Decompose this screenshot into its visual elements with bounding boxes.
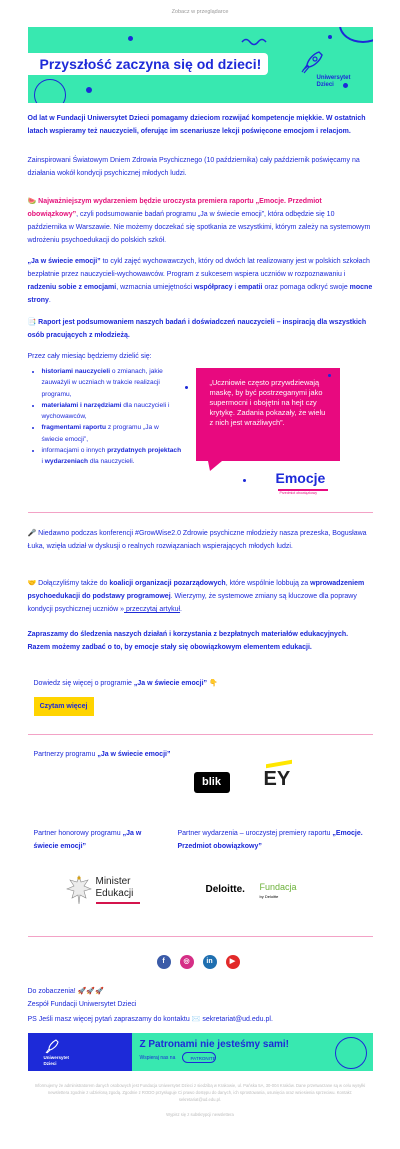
honor-partner-label — [34, 827, 144, 853]
learn-more-prefix: Dowiedz się więcej o programie — [33, 680, 134, 687]
report-paragraph — [28, 316, 373, 342]
decor-ring — [339, 27, 373, 43]
read-more-button[interactable]: Czytam więcej — [34, 697, 94, 716]
fundacja-logo: Fundacja — [259, 882, 297, 892]
partners-program-section — [28, 748, 373, 808]
report-section — [28, 316, 373, 342]
patronite-logo: PATRONITE — [182, 1052, 216, 1063]
program-name: „Ja w świecie emocji” — [27, 258, 101, 265]
quote-box: „Uczniowie często przywdziewają maskę, by być postrzeganymi jako supermocni i obojętni na hejt czy krytykę. Zadania pokazały, że wielu z nich jest wrażliwych”. — [196, 368, 340, 461]
deloitte-logo: Deloitte. — [205, 884, 245, 895]
fundacja-logo-sub: by Deloitte — [259, 894, 279, 899]
invite-paragraph: Zapraszamy do śledzenia naszych działań i korzystania z bezpłatnych materiałów edukacyjnych. Razem możemy zadbać o to, by emocje stały się obowiązkowym elementem edukacji. — [27, 631, 349, 651]
hero-banner — [28, 27, 373, 103]
partners-honor-section — [28, 827, 373, 867]
partners-label-text: Partnerzy programu — [33, 751, 98, 758]
watermelon-icon: 🍉 — [27, 198, 37, 205]
youtube-icon[interactable]: ▶ — [226, 955, 240, 969]
signoff-section — [28, 985, 373, 1011]
linkedin-icon[interactable]: in — [203, 955, 217, 969]
report-text: Raport jest podsumowaniem naszych badań i doświadczeń nauczycieli – inspiracją dla wszystkich osób pracujących z młodzieżą. — [27, 319, 367, 339]
view-in-browser-link[interactable]: Zobacz w przeglądarce — [171, 9, 229, 15]
banner-title: Z Patronami nie jesteśmy sami! — [139, 1039, 290, 1050]
ps-section — [28, 1013, 373, 1026]
decor-circle — [34, 79, 66, 103]
list-item-bold: historiami nauczycieli — [41, 368, 111, 375]
emocje-logo-sub: Przedmiot obowiązkowy — [279, 491, 318, 495]
decor-dot — [243, 479, 246, 482]
program-text: . — [48, 297, 51, 304]
news-paragraph-1 — [28, 527, 373, 553]
section-divider — [28, 936, 373, 937]
news-text: Niedawno podczas konferencji #GrowWise2.0 Zdrowie psychiczne młodzieży nasza prezeska, Bogusława Łuka, wzięła udział w dyskusji o realnych rozwiązaniach wspierających młodych ludzi. — [27, 530, 367, 550]
honor-bold: „Ja w świecie emocji” — [33, 830, 142, 850]
list-item-bold: przydatnych projektach — [107, 447, 182, 455]
partners-logos-row — [28, 872, 373, 912]
list-item-text: i — [41, 458, 45, 466]
news-bold: koalicji organizacji pozarządowych — [109, 580, 226, 587]
decor-dot — [328, 374, 331, 377]
facebook-icon[interactable]: f — [157, 955, 171, 969]
premiere-section — [28, 195, 373, 247]
list-item-bold: materiałami i narzędziami — [41, 401, 122, 409]
news-paragraph-2 — [28, 577, 373, 616]
section-divider — [28, 734, 373, 735]
partners-program-label — [28, 748, 373, 761]
event-partner-label — [178, 827, 368, 853]
read-article-link[interactable]: przeczytaj artykuł — [124, 606, 181, 613]
handshake-icon: 🤝 — [27, 580, 37, 587]
news-section-3 — [28, 628, 373, 654]
blik-logo: blik — [194, 772, 230, 793]
banner-logo-text — [44, 1055, 70, 1066]
legal-footer: Informujemy że administratorem danych osobowych jest Fundacja Uniwersytet Dzieci z siedzibą w Krakowie, ul. Pańska 5A, 30-004 Kraków. Dane przetwarzane są w celu wysyłki newslettera zgodnie z udzieloną zgodą. Zgodnie z RODO przysługuje Ci prawo dostępu do danych, ich sprostowania, usunięcia oraz wniesienia sprzeciwu. Kontakt: sekretariat@ud.edu.pl. — [34, 1083, 366, 1102]
ps-text: . — [270, 1016, 273, 1023]
list-item — [42, 366, 182, 400]
social-row — [28, 955, 373, 971]
list-item — [42, 422, 182, 445]
premiere-paragraph — [28, 195, 373, 247]
program-paragraph — [28, 255, 373, 307]
list-item — [42, 445, 182, 468]
decor-squiggle — [241, 37, 269, 47]
rocket-icon — [44, 1038, 60, 1054]
logo-line: Dzieci — [316, 82, 334, 88]
list-item-text: z programu „Ja w świecie emocji”, — [41, 424, 159, 443]
program-bold: radzeniu sobie z emocjami — [27, 284, 117, 291]
logo-line: Uniwersytet — [43, 1055, 70, 1060]
signoff-greeting: Do zobaczenia! 🚀🚀🚀 — [27, 988, 104, 995]
uniwersytet-dzieci-logo — [317, 75, 355, 89]
bullets-quote-row — [28, 366, 373, 496]
decor-dot — [185, 386, 188, 389]
email-container — [27, 0, 373, 1117]
news-text: . Wierzymy, że systemowe zmiany są kluczowe dla poprawy kondycji psychicznej uczniów » — [27, 593, 357, 613]
hero-title: Przyszłość zaczyna się od dzieci! — [28, 53, 269, 75]
intro-paragraph-2: Zainspirowani Światowym Dniem Zdrowia Psychicznego (10 października) cały październik poświęcamy na działania wokół kondycji psychicznej młodych ludzi. — [27, 157, 360, 177]
program-bold: mocne strony — [27, 284, 373, 304]
logo-line: Uniwersytet — [316, 75, 351, 81]
microphone-icon: 🎤 — [27, 530, 37, 537]
banner-subtitle: Wspieraj nas na — [139, 1055, 176, 1061]
minister-logo-text — [96, 876, 134, 900]
ey-logo: EY — [263, 768, 291, 790]
minister-line: Minister — [95, 876, 131, 887]
share-list — [28, 366, 182, 468]
unsubscribe-link[interactable]: Wypisz się z subskrypcji newslettera — [166, 1112, 234, 1117]
learn-more-program: „Ja w świecie emocji” — [133, 680, 208, 687]
news-section-1 — [28, 527, 373, 553]
program-text: i — [232, 284, 238, 291]
news-section-2 — [28, 577, 373, 616]
list-item-text: informacjami o innych — [41, 447, 108, 455]
share-intro-text: Przez cały miesiąc będziemy dzielić się: — [27, 353, 152, 360]
news-text: , które wspólnie lobbują za — [225, 580, 311, 587]
list-item-bold: wydarzeniach — [44, 458, 89, 466]
pointing-down-icon: 👇 — [209, 680, 218, 687]
program-bold: empatii — [237, 284, 263, 291]
intro-section — [28, 112, 373, 138]
eagle-emblem-icon — [66, 874, 92, 906]
banner-strip — [132, 1033, 373, 1071]
news-text: . — [180, 606, 182, 613]
ps-text: PS Jeśli masz więcej pytań zapraszamy do kontaktu ✉️ — [27, 1016, 201, 1023]
learn-more-section — [28, 677, 373, 690]
event-bold: „Emocje. Przedmiot obowiązkowy” — [177, 830, 363, 850]
premiere-text: , czyli podsumowanie badań programu „Ja w świecie emocji”, która odbędzie się 10 października w Warszawie. Nie możemy doczekać się spotkania ze wszystkimi, którym zależy na systemowym wdrożeniu psychoedukacji do polskich szkół. — [27, 211, 371, 244]
intro-paragraph-1: Od lat w Fundacji Uniwersytet Dzieci pomagamy dzieciom rozwijać kompetencje miękkie. W ostatnich latach wspieramy też nauczycieli, oferując im scenariusze lekcji poświęcone emocjom i relacjom. — [27, 115, 366, 135]
decor-circle — [335, 1037, 367, 1069]
event-text: Partner wydarzenia – uroczystej premiery raportu — [177, 830, 333, 837]
decor-dot — [86, 87, 92, 93]
list-item — [42, 400, 182, 423]
premiere-highlight: Najważniejszym wydarzeniem będzie uroczysta premiera raportu „Emocje. Przedmiot obowiązkowy” — [27, 198, 322, 218]
patronite-banner[interactable] — [28, 1033, 373, 1071]
minister-line: Edukacji — [95, 888, 134, 899]
minister-logo-underline — [96, 902, 140, 904]
instagram-icon[interactable]: ◎ — [180, 955, 194, 969]
list-item-text: dla nauczycieli i wychowawców, — [41, 401, 170, 421]
signoff-team: Zespół Fundacji Uniwersytet Dzieci — [27, 1001, 137, 1008]
partners-label-bold: „Ja w świecie emocji” — [97, 751, 171, 758]
news-text: Dołączyliśmy także do — [38, 580, 110, 587]
ps-paragraph — [28, 1013, 373, 1026]
list-item-text: dla nauczycieli. — [88, 458, 135, 466]
share-intro — [28, 350, 373, 363]
program-text: oraz pomaga odkryć swoje — [262, 284, 350, 291]
program-text: , wzmacnia umiejętności — [116, 284, 195, 291]
program-bold: współpracy — [194, 284, 233, 291]
rocket-icon — [299, 49, 325, 75]
honor-text: Partner honorowy programu — [33, 830, 123, 837]
logo-line: Dzieci — [43, 1060, 57, 1066]
program-section — [28, 255, 373, 307]
decor-dot — [328, 35, 332, 39]
list-item-text: o zmianach, jakie zauważyli w uczniach w trakcie realizacji programu, — [41, 368, 163, 398]
list-item-bold: fragmentami raportu — [41, 424, 106, 432]
intro-section-2 — [28, 154, 373, 180]
decor-dot — [128, 36, 133, 41]
learn-more-text — [28, 677, 373, 690]
news-bold: wprowadzeniem psychoedukacji do podstawy programowej — [27, 580, 365, 600]
quote-tail — [208, 461, 222, 471]
emocje-logo: Emocje — [275, 470, 326, 486]
document-icon: 📑 — [27, 319, 37, 326]
program-text: to cykl zajęć wychowawczych, który od dwóch lat realizowany jest w polskich szkołach bezpłatnie przez nauczycieli-wychowawców. Program z sukcesem wspiera uczniów w rozpoznawaniu i — [27, 258, 370, 278]
email-link[interactable]: sekretariat@ud.edu.pl — [202, 1016, 271, 1023]
section-divider — [28, 512, 373, 513]
